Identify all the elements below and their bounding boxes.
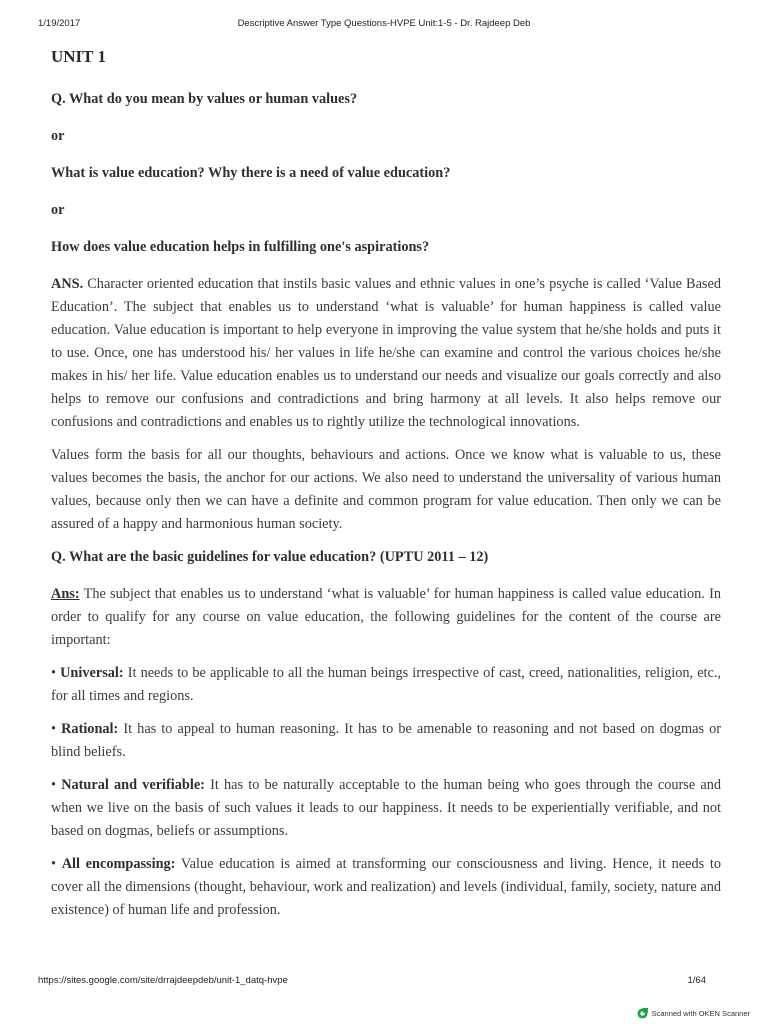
guideline-term: Natural and verifiable:	[61, 777, 205, 793]
page-footer	[38, 975, 730, 989]
source-url: https://sites.google.com/site/drrajdeepdeb/unit-1_datq-hvpe	[38, 975, 288, 986]
page-header	[38, 18, 730, 32]
bullet-marker: •	[51, 721, 57, 737]
guideline-text: Value education is aimed at transforming our consciousness and living. Hence, it needs to cover all the dimensions (thought, behaviour, work and realization) and levels (individual, family, society, nature and existence) of human life and profession.	[51, 856, 721, 918]
question-1-line-1: Q. What do you mean by values or human values?	[51, 91, 358, 107]
document-title: Descriptive Answer Type Questions-HVPE Unit:1-5 - Dr. Rajdeep Deb	[237, 18, 531, 29]
guideline-universal	[51, 662, 721, 708]
guideline-natural-verifiable	[51, 774, 721, 843]
document-body	[51, 46, 721, 932]
answer-label: ANS.	[51, 276, 84, 292]
scanner-text: Scanned with OKEN Scanner	[651, 1008, 750, 1018]
answer-1-paragraph-1	[51, 273, 721, 434]
guideline-text: It has to be naturally acceptable to the human being who goes through the course and when we live on the basis of such values it leads to our happiness. It needs to be experientially verifiable, and not based on dogmas, beliefs or assumptions.	[51, 777, 722, 839]
answer-label: Ans:	[51, 586, 80, 602]
answer-1-paragraph-2: Values form the basis for all our thoughts, behaviours and actions. Once we know what is valuable to us, these values becomes the basis, the anchor for our actions. We also need to understand the universality of various human values, because only then we can have a definite and common program for value education. Then only we can be assured of a happy and harmonious human society.	[51, 447, 721, 532]
scanner-watermark	[637, 1006, 750, 1020]
or-separator-1: or	[51, 128, 65, 144]
guideline-term: Rational:	[61, 721, 119, 737]
answer-1-text: Character oriented education that instils basic values and ethnic values in one’s psyche is called ‘Value Based Education’. The subject that enables us to understand ‘what is valuable’ for human happiness is called value education. Value education is important to help everyone in improving the value system that he/she holds and puts it to use. Once, one has understood his/ her values in life he/she can examine and control the various choices he/she makes in his/ her life. Value education enables us to understand our needs and visualize our goals correctly and also helps to remove our confusions and contradictions and bring harmony at all levels. It also helps remove our confusions and contradictions and enables us to rightly utilize the technological innovations.	[51, 276, 721, 430]
page-number: 1/64	[687, 975, 706, 986]
or-separator-2: or	[51, 202, 65, 218]
guideline-text: It needs to be applicable to all the human beings irrespective of cast, creed, nationalities, religion, etc., for all times and regions.	[51, 665, 722, 704]
answer-2-intro-text: The subject that enables us to understand ‘what is valuable’ for human happiness is called value education. In order to qualify for any course on value education, the following guidelines for the content of the course are important:	[51, 586, 721, 648]
question-1-line-3: How does value education helps in fulfilling one's aspirations?	[51, 239, 430, 255]
answer-2-intro	[51, 583, 721, 652]
guideline-term: Universal:	[60, 665, 124, 681]
scanner-logo-icon	[637, 1008, 648, 1019]
bullet-marker: •	[51, 665, 57, 681]
bullet-marker: •	[51, 856, 57, 872]
unit-heading: UNIT 1	[51, 47, 106, 66]
print-date: 1/19/2017	[38, 18, 81, 29]
guideline-rational	[51, 718, 721, 764]
guideline-term: All encompassing:	[61, 856, 176, 872]
guideline-text: It has to appeal to human reasoning. It has to be amenable to reasoning and not based on dogmas or blind beliefs.	[51, 721, 722, 760]
bullet-marker: •	[51, 777, 57, 793]
question-2: Q. What are the basic guidelines for value education? (UPTU 2011 – 12)	[51, 549, 489, 565]
guideline-all-encompassing	[51, 853, 721, 922]
question-1-line-2: What is value education? Why there is a need of value education?	[51, 165, 451, 181]
